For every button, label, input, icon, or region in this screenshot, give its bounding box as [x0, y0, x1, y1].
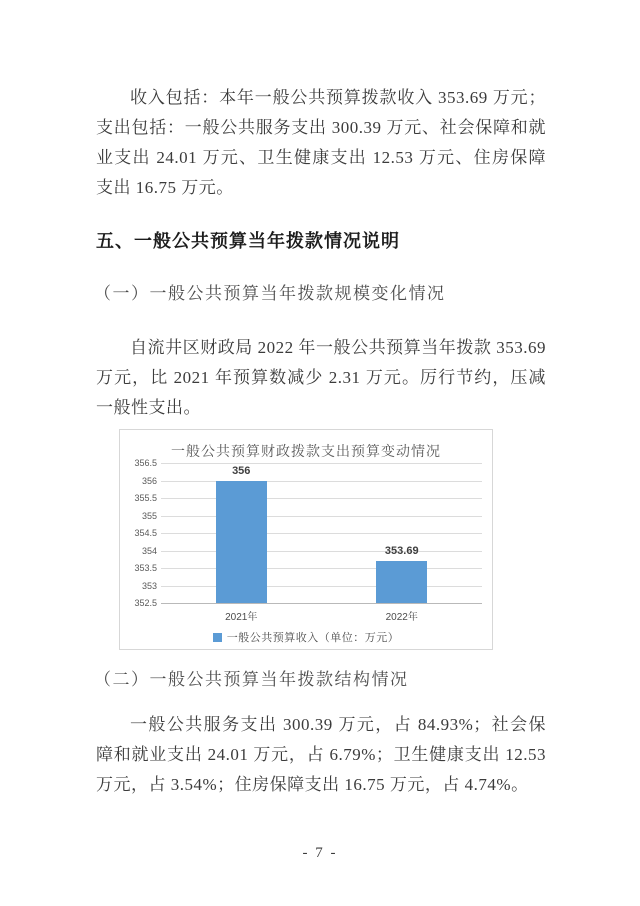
chart-legend	[120, 629, 492, 645]
page-number: - 7 -	[302, 845, 338, 861]
legend-swatch	[213, 633, 222, 642]
bar-2021年	[216, 481, 267, 604]
y-grid-line	[161, 516, 482, 517]
y-tick-label: 356.5	[134, 458, 157, 468]
paragraph-income-expense: 收入包括：本年一般公共预算拨款收入 353.69 万元；支出包括：一般公共服务支出 300.39 万元、社会保障和就业支出 24.01 万元、卫生健康支出 12.53 万元、住房保障支出 16.75 万元。	[96, 88, 546, 197]
legend-label: 一般公共预算收入（单位：万元）	[226, 632, 400, 644]
y-tick-label: 352.5	[134, 598, 157, 608]
y-tick-label: 354.5	[134, 528, 157, 538]
y-grid-line	[161, 533, 482, 534]
budget-bar-chart	[119, 429, 493, 650]
y-tick-label: 355	[141, 510, 157, 521]
y-tick-label: 355.5	[134, 493, 157, 503]
x-axis-line	[161, 603, 482, 604]
x-category-label: 2021年	[225, 612, 258, 623]
x-category-label: 2022年	[385, 612, 418, 623]
paragraph-structure: 一般公共服务支出 300.39 万元，占 84.93%；社会保障和就业支出 24.01 万元，占 6.79%；卫生健康支出 12.53 万元，占 3.54%；住房保障支出 16.75 万元，占 4.74%。	[96, 715, 546, 794]
subsection-2-heading: （二）一般公共预算当年拨款结构情况	[94, 670, 409, 689]
paragraph-scale-change: 自流井区财政局 2022 年一般公共预算当年拨款 353.69 万元，比 2021 年预算数减少 2.31 万元。厉行节约，压减一般性支出。	[96, 338, 546, 417]
subsection-1-heading: （一）一般公共预算当年拨款规模变化情况	[94, 284, 446, 303]
bar-value-label: 353.69	[384, 545, 419, 558]
y-tick-label: 354	[141, 545, 157, 556]
chart-plot-area	[161, 463, 482, 603]
bar-2022年	[376, 561, 427, 603]
y-tick-label: 356	[141, 475, 157, 486]
y-tick-label: 353.5	[134, 563, 157, 573]
bar-value-label: 356	[232, 464, 251, 477]
y-grid-line	[161, 498, 482, 499]
chart-title: 一般公共预算财政拨款支出预算变动情况	[171, 445, 441, 460]
y-grid-line	[161, 481, 482, 482]
y-tick-label: 353	[141, 580, 157, 591]
section-heading: 五、一般公共预算当年拨款情况说明	[96, 231, 400, 251]
y-grid-line	[161, 568, 482, 569]
y-grid-line	[161, 586, 482, 587]
